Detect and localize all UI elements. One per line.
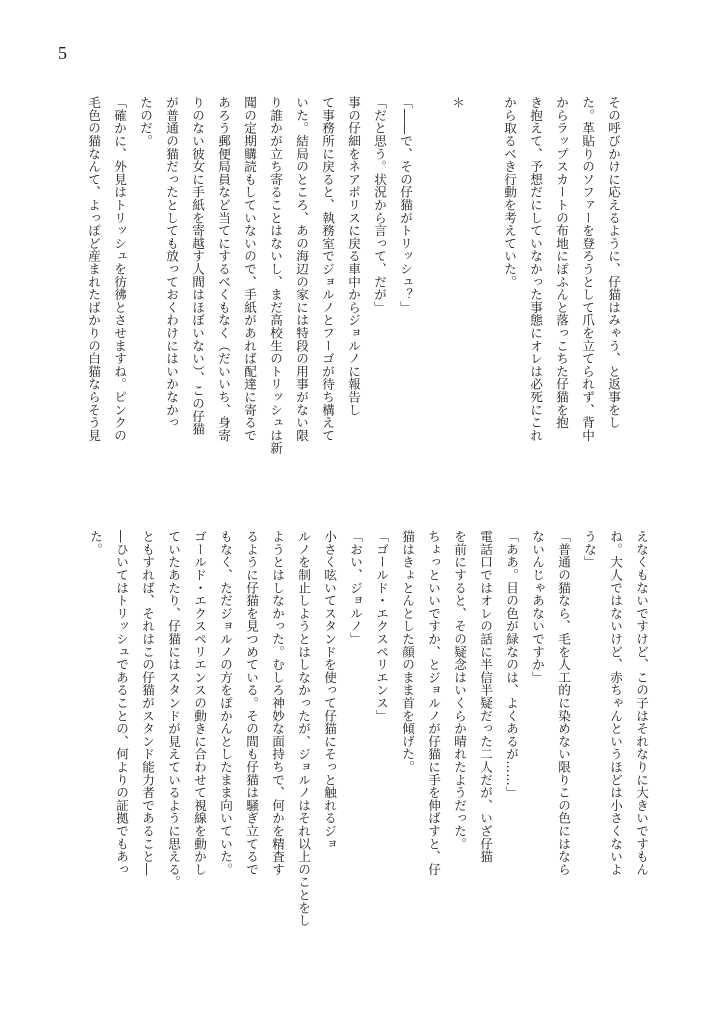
text-line: 「確かに、外見はトリッシュを彷彿とさせますね。ピンクの xyxy=(112,96,127,442)
text-line: 電話口ではオレの話に半信半疑だった二人だが、いざ仔猫 xyxy=(478,530,493,863)
text-line: から取るべき行動を考えていた。 xyxy=(502,96,517,288)
text-line: その呼びかけに応えるように、仔猫はみゃう、と返事をし xyxy=(606,96,621,429)
text-line xyxy=(418,96,437,500)
text-line: を前にすると、その疑念はいくらか晴れたようだった。 xyxy=(452,530,467,850)
text-line: ね。大人ではないけど、赤ちゃんというほどは小さくないよ xyxy=(608,530,623,876)
text-line: からラップスカートの布地にぽふんと落っこちた仔猫を抱 xyxy=(554,96,569,429)
text-line: 事の仔細をネアポリスに戻る車中からジョルノに報告し xyxy=(346,96,361,416)
text-line: うな」 xyxy=(582,530,597,569)
text-line: ちょっといいですか、とジョルノが仔猫に手を伸ばすと、仔 xyxy=(426,530,441,876)
text-line: 「ああ。目の色が緑なのは、よくあるが……」 xyxy=(504,530,519,799)
text-line: たのだ。 xyxy=(138,96,153,148)
lower-text-block xyxy=(82,530,647,940)
text-line: いた。結局のところ、あの海辺の家には特段の用事がない限 xyxy=(294,96,309,442)
text-line: えなくもないですけど、この子はそれなりに大きいですもん xyxy=(634,530,649,876)
text-line xyxy=(470,96,489,500)
text-line: 「普通の猫なら、毛を人工的に染めない限りこの色にはなら xyxy=(556,530,571,876)
text-line: 「ゴールド・エクスペリエンス」 xyxy=(374,530,389,722)
text-line: ―ひいてはトリッシュであることの、何よりの証拠でもあっ xyxy=(114,530,129,876)
page-number: 5 xyxy=(58,43,67,63)
text-line: りのない彼女に手紙を寄越す人間はほぼいない）、この仔猫 xyxy=(190,96,205,436)
text-line: ルノを制止しようとはしなかったが、ジョルノはそれ以上のことをし xyxy=(296,530,311,927)
section-break-asterisk: ＊ xyxy=(450,96,465,109)
text-line: 聞の定期購読もしていないので、手紙があれば配達に寄るで xyxy=(242,96,257,442)
text-line: が普通の猫だったとしても放っておくわけにはいかなかっ xyxy=(164,96,179,429)
text-line: 小さく呟いてスタンドを使って仔猫にそっと触れるジョ xyxy=(322,530,337,850)
text-line: ないんじゃあないですか」 xyxy=(530,530,545,684)
text-line: り誰かが立ち寄ることはないし、まだ高校生のトリッシュは新 xyxy=(268,96,283,455)
text-line: 「おい、ジョルノ」 xyxy=(348,530,363,646)
text-line: ゴールド・エクスペリエンスの動きに合わせて視線を動かし xyxy=(192,530,207,876)
text-line: もなく、ただジョルノの方をぽかんとしたまま向いていた。 xyxy=(218,530,233,876)
text-line: 「だと思う。状況から言って、だが」 xyxy=(372,96,387,314)
upper-text-block xyxy=(80,96,619,500)
text-line: 毛色の猫なんて、よっぽど産まれたばかりの白猫ならそう見 xyxy=(86,96,101,442)
text-line: るように仔猫を見つめている。その間も仔猫は騒ぎ立てるで xyxy=(244,530,259,876)
text-line: 猫はきょとんとした顔のまま首を傾げた。 xyxy=(400,530,415,774)
text-line: ていたあたり、仔猫にはスタンドが見えているように思える。 xyxy=(166,530,181,889)
text-line: た。 xyxy=(88,530,103,556)
text-line: ともすれば、それはこの仔猫がスタンド能力者であること― xyxy=(140,530,155,876)
text-line: あろう郵便局員など当てにするべくもなく（だいいち、身寄 xyxy=(216,96,231,442)
text-line: ようとはしなかった。むしろ神妙な面持ちで、何かを精査す xyxy=(270,530,285,876)
text-line: き抱えて、予想だにしていなかった事態にオレは必死にこれ xyxy=(528,96,543,442)
text-line: た。革貼りのソファーを登ろうとして爪を立てられず、背中 xyxy=(580,96,595,442)
text-line: て事務所に戻ると、執務室でジョルノとフーゴが待ち構えて xyxy=(320,96,335,442)
text-line: 「――で、その仔猫がトリッシュ？」 xyxy=(398,96,413,314)
